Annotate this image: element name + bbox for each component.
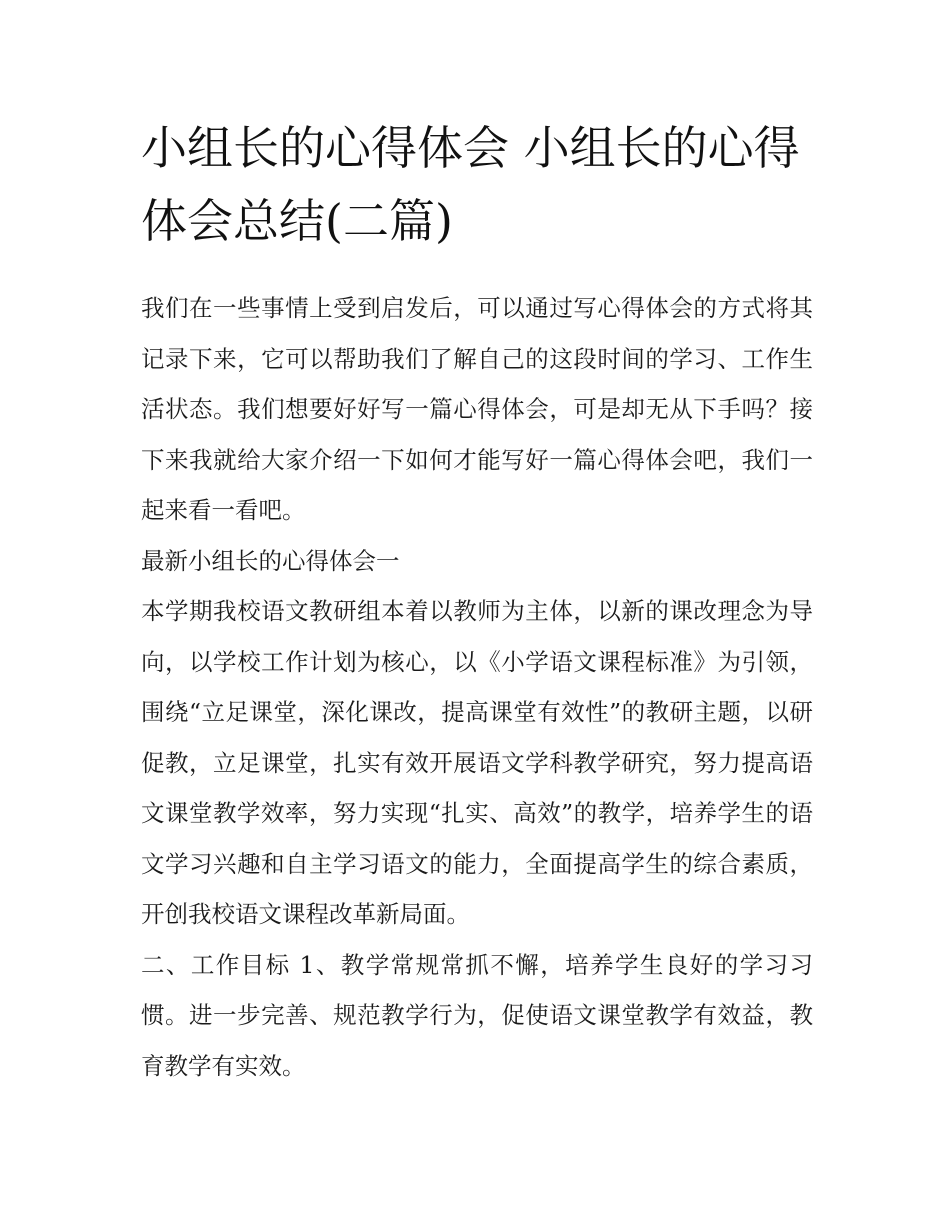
goals-paragraph: 二、工作目标 1、教学常规常抓不懈，培养学生良好的学习习惯。进一步完善、规范教学行为，促使语文课堂教学有效益，教育教学有实效。	[141, 950, 813, 1080]
document-content	[141, 112, 813, 1091]
section-heading: 最新小组长的心得体会一	[141, 546, 400, 575]
document-title: 小组长的心得体会 小组长的心得体会总结(二篇)	[141, 121, 800, 248]
body-paragraph: 本学期我校语文教研组本着以教师为主体，以新的课改理念为导向，以学校工作计划为核心，以《小学语文课程标准》为引领，围绕“立足课堂，深化课改，提高课堂有效性”的教研主题，以研促教，立足课堂，扎实有效开展语文学科教学研究，努力提高语文课堂教学效率，努力实现“扎实、高效”的教学，培养学生的语文学习兴趣和自主学习语文的能力，全面提高学生的综合素质，开创我校语文课程改革新局面。	[141, 597, 813, 928]
intro-paragraph: 我们在一些事情上受到启发后，可以通过写心得体会的方式将其记录下来，它可以帮助我们了解自己的这段时间的学习、工作生活状态。我们想要好好写一篇心得体会，可是却无从下手吗？接下来我就给大家介绍一下如何才能写好一篇心得体会吧，我们一起来看一看吧。	[141, 294, 813, 524]
